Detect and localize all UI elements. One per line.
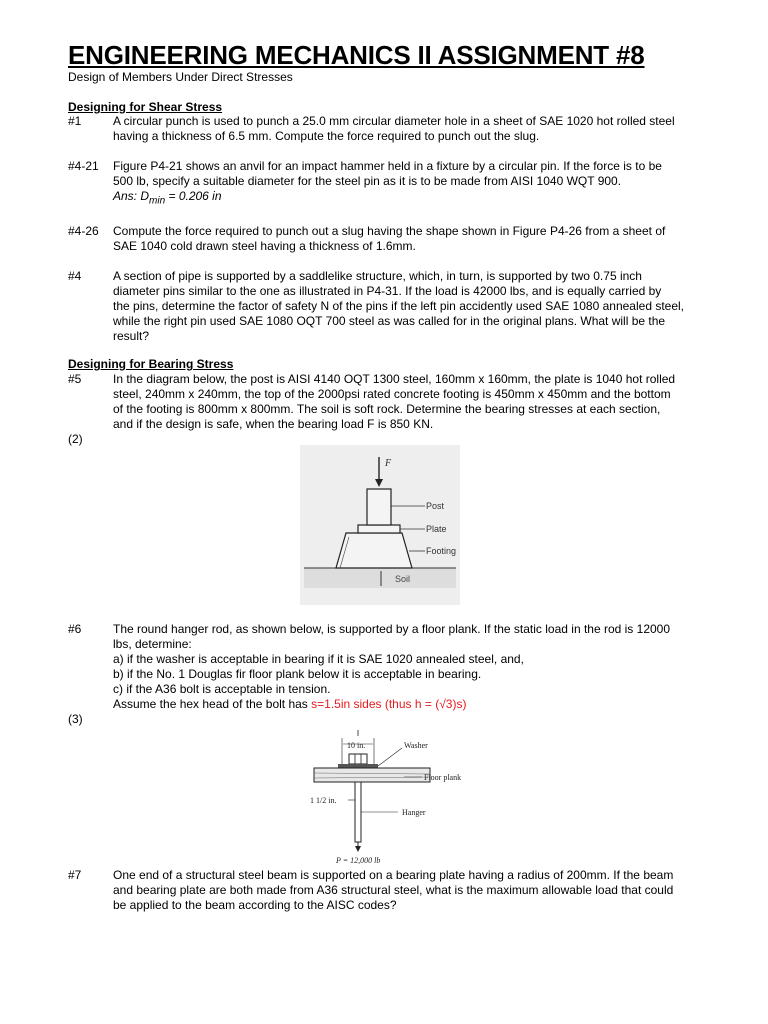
problem-text [113, 114, 701, 144]
hanger-drawing [300, 728, 480, 868]
problem-line: A circular punch is used to punch a 25.0 mm circular diameter hole in a sheet of SAE 1020 hot rolled steel [113, 114, 675, 128]
problem-line: SAE 1040 cold drawn steel having a thickness of 1.6mm. [113, 239, 416, 253]
problem-text [113, 372, 701, 432]
problem-text [113, 868, 701, 913]
problem-line: The round hanger rod, as shown below, is supported by a floor plank. If the static load in the rod is 12000 [113, 622, 671, 636]
problem-number: #4-26 [68, 224, 99, 238]
list-item: b) if the No. 1 Douglas fir floor plank below it is acceptable in bearing. [113, 667, 482, 681]
footing-label: Footing [426, 546, 457, 556]
problem-sublist [113, 652, 701, 712]
problem-line: 500 lb, specify a suitable diameter for the steel pin as it is to be made from AISI 1040 WQT 900. [113, 174, 622, 188]
load-label: P = 12,000 lb [336, 856, 381, 865]
problem-line: result? [113, 329, 150, 343]
problem-text [113, 622, 701, 652]
problem-points: (3) [68, 712, 83, 726]
assumption-line [113, 697, 701, 712]
page-subtitle: Design of Members Under Direct Stresses [68, 70, 293, 84]
problem-number: #7 [68, 868, 82, 882]
problem-number: #4-21 [68, 159, 99, 173]
dimension-top-label: 10 in. [347, 741, 366, 750]
problem-line: A section of pipe is supported by a saddlelike structure, which, in turn, is supported by two 0.75 inch [113, 269, 642, 283]
problem-line: the pins, determine the factor of safety N of the pins if the left pin accidently used SAE 1080 annealed steel, [113, 299, 685, 313]
post-footing-drawing [300, 445, 460, 605]
problem-line: while the right pin used SAE 1080 OQT 700 steel as was called for in the original plans. What will be the [113, 314, 666, 328]
problem-line: diameter pins similar to the one as illustrated in P4-31. If the load is 42000 lbs, and is equally carried by [113, 284, 662, 298]
problem-text [113, 159, 701, 208]
washer-shape [338, 764, 378, 768]
plank-label: Floor plank [424, 773, 462, 782]
list-item: a) if the washer is acceptable in bearing if it is SAE 1020 annealed steel, and, [113, 652, 524, 666]
problem-line: One end of a structural steel beam is supported on a bearing plate having a radius of 200mm. If the beam [113, 868, 674, 882]
hanger-figure [300, 728, 480, 868]
soil-ground [304, 568, 456, 588]
problem-line: and bearing plate are both made from A36 structural steel, what is the maximum allowable load that could [113, 883, 674, 897]
problem-number: #6 [68, 622, 82, 636]
problem-number: #4 [68, 269, 82, 283]
washer-label: Washer [404, 741, 428, 750]
problem-text [113, 224, 701, 254]
plate-shape [358, 525, 400, 533]
list-item: c) if the A36 bolt is acceptable in tension. [113, 682, 331, 696]
load-arrow-head [355, 846, 361, 852]
section-heading-bearing: Designing for Bearing Stress [68, 357, 234, 371]
washer-leader [378, 748, 402, 766]
problem-line: Compute the force required to punch out a slug having the shape shown in Figure P4-26 from a sheet of [113, 224, 666, 238]
post-footing-figure [300, 445, 460, 605]
answer-prefix: Ans: D [113, 189, 150, 203]
problem-line: steel, 240mm x 240mm, the top of the 2000psi rated concrete footing is 450mm x 450mm and the bottom [113, 387, 671, 401]
bolt-head [349, 754, 367, 764]
answer-value: = 0.206 in [165, 189, 222, 203]
force-label: F [385, 458, 392, 469]
hanger-rod [355, 782, 361, 842]
problem-line: In the diagram below, the post is AISI 4140 OQT 1300 steel, 160mm x 160mm, the plate is 1040 hot rolled [113, 372, 676, 386]
post-shape [367, 489, 391, 525]
plate-label: Plate [426, 524, 447, 534]
problem-line: of the footing is 800mm x 800mm. The soil is soft rock. Determine the bearing stresses at each section, [113, 402, 661, 416]
section-heading-shear: Designing for Shear Stress [68, 100, 223, 114]
problem-points: (2) [68, 432, 83, 446]
problem-line: Figure P4-21 shows an anvil for an impact hammer held in a fixture by a circular pin. If the force is to be [113, 159, 662, 173]
post-label: Post [426, 501, 445, 511]
hanger-label: Hanger [402, 808, 426, 817]
problem-line: be applied to the beam according to the AISC codes? [113, 898, 397, 912]
answer-subscript: min [149, 195, 166, 207]
assumption-text: Assume the hex head of the bolt has [113, 697, 312, 711]
answer-line [113, 189, 701, 208]
problem-line: lbs, determine: [113, 637, 192, 651]
problem-number: #5 [68, 372, 82, 386]
problem-line: and if the design is safe, when the bearing load F is 850 KN. [113, 417, 434, 431]
footing-shape [336, 533, 412, 568]
problem-number: #1 [68, 114, 82, 128]
soil-label: Soil [395, 574, 411, 584]
plank-shape [314, 768, 430, 782]
page-title: ENGINEERING MECHANICS II ASSIGNMENT #8 [68, 40, 645, 70]
problem-text [113, 269, 701, 344]
side-dimension-label: 1 1/2 in. [310, 796, 337, 805]
assumption-highlight: s=1.5in sides (thus h = (√3)s) [311, 697, 467, 711]
problem-line: having a thickness of 6.5 mm. Compute the force required to punch out the slug. [113, 129, 540, 143]
